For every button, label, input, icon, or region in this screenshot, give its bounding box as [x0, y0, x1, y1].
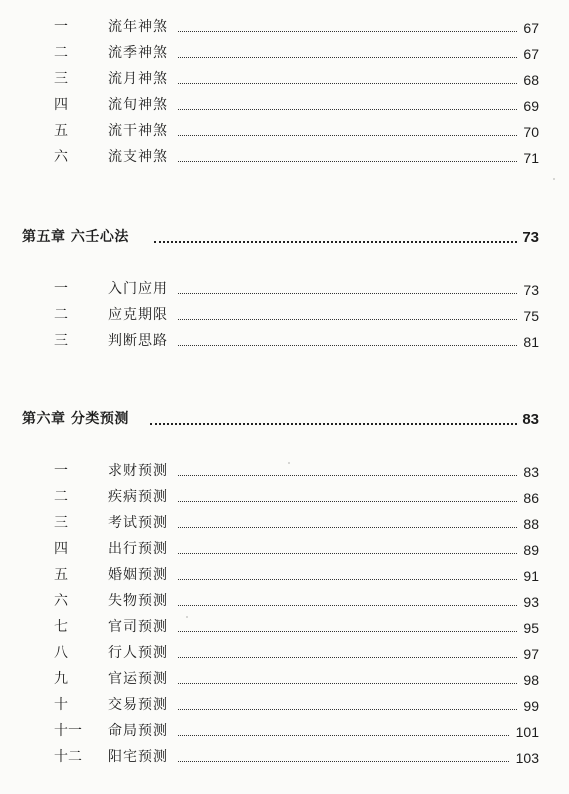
entry-page-number: 103	[515, 750, 539, 766]
entry-page-number: 91	[523, 568, 539, 584]
chapter-heading[interactable]	[0, 408, 569, 430]
dot-leader	[178, 657, 517, 658]
entry-number: 九	[54, 671, 68, 687]
entry-page-number: 69	[523, 98, 539, 114]
dot-leader	[178, 345, 517, 346]
toc-entry[interactable]	[0, 616, 569, 638]
dot-leader	[178, 709, 517, 710]
entry-title: 流年神煞	[108, 19, 168, 35]
entry-page-number: 71	[523, 150, 539, 166]
dot-leader	[178, 109, 517, 110]
entry-number: 五	[54, 567, 68, 583]
entry-number: 八	[54, 645, 68, 661]
toc-entry[interactable]	[0, 460, 569, 482]
entry-title: 婚姻预测	[108, 567, 168, 583]
entry-page-number: 97	[523, 646, 539, 662]
toc-entry[interactable]	[0, 42, 569, 64]
entry-number: 四	[54, 97, 68, 113]
toc-entry[interactable]	[0, 278, 569, 300]
entry-title: 求财预测	[108, 463, 168, 479]
entry-number: 六	[54, 149, 68, 165]
entry-page-number: 89	[523, 542, 539, 558]
entry-number: 二	[54, 307, 68, 323]
entry-title: 疾病预测	[108, 489, 168, 505]
toc-entry[interactable]	[0, 720, 569, 742]
dot-leader	[178, 579, 517, 580]
entry-page-number: 83	[523, 464, 539, 480]
toc-entry[interactable]	[0, 538, 569, 560]
dot-leader	[154, 241, 517, 243]
toc-entry[interactable]	[0, 590, 569, 612]
entry-number: 一	[54, 281, 68, 297]
entry-number: 五	[54, 123, 68, 139]
entry-number: 六	[54, 593, 68, 609]
dot-leader	[178, 31, 517, 32]
entry-title: 阳宅预测	[108, 749, 168, 765]
dot-leader	[178, 761, 509, 762]
entry-number: 一	[54, 463, 68, 479]
chapter-page-number: 83	[522, 411, 539, 428]
scan-speck	[288, 462, 290, 464]
entry-page-number: 67	[523, 46, 539, 62]
entry-page-number: 81	[523, 334, 539, 350]
dot-leader	[178, 475, 517, 476]
dot-leader	[178, 83, 517, 84]
dot-leader	[178, 319, 517, 320]
entry-number: 四	[54, 541, 68, 557]
entry-title: 行人预测	[108, 645, 168, 661]
toc-entry[interactable]	[0, 120, 569, 142]
entry-number: 二	[54, 489, 68, 505]
entry-title: 应克期限	[108, 307, 168, 323]
entry-number: 二	[54, 45, 68, 61]
entry-title: 官司预测	[108, 619, 168, 635]
dot-leader	[178, 553, 517, 554]
dot-leader	[178, 683, 517, 684]
entry-title: 官运预测	[108, 671, 168, 687]
entry-page-number: 99	[523, 698, 539, 714]
entry-title: 流月神煞	[108, 71, 168, 87]
chapter-title: 第五章 六壬心法	[22, 229, 129, 245]
chapter-heading[interactable]	[0, 226, 569, 248]
entry-number: 十二	[54, 749, 82, 765]
dot-leader	[178, 57, 517, 58]
toc-entry[interactable]	[0, 746, 569, 768]
entry-page-number: 86	[523, 490, 539, 506]
entry-page-number: 68	[523, 72, 539, 88]
scan-speck	[553, 178, 555, 180]
dot-leader	[178, 293, 517, 294]
toc-entry[interactable]	[0, 564, 569, 586]
toc-entry[interactable]	[0, 330, 569, 352]
entry-number: 三	[54, 333, 68, 349]
entry-title: 判断思路	[108, 333, 168, 349]
entry-number: 一	[54, 19, 68, 35]
toc-entry[interactable]	[0, 668, 569, 690]
toc-entry[interactable]	[0, 16, 569, 38]
entry-page-number: 95	[523, 620, 539, 636]
toc-entry[interactable]	[0, 304, 569, 326]
chapter-title: 第六章 分类预测	[22, 411, 129, 427]
entry-title: 流干神煞	[108, 123, 168, 139]
scan-speck	[186, 616, 188, 618]
dot-leader	[178, 735, 509, 736]
dot-leader	[178, 135, 517, 136]
dot-leader	[178, 631, 517, 632]
entry-page-number: 88	[523, 516, 539, 532]
entry-page-number: 101	[515, 724, 539, 740]
entry-number: 十	[54, 697, 68, 713]
toc-entry[interactable]	[0, 642, 569, 664]
toc-entry[interactable]	[0, 486, 569, 508]
toc-entry[interactable]	[0, 68, 569, 90]
entry-number: 十一	[54, 723, 82, 739]
entry-page-number: 67	[523, 20, 539, 36]
toc-entry[interactable]	[0, 94, 569, 116]
entry-title: 命局预测	[108, 723, 168, 739]
dot-leader	[150, 423, 517, 425]
dot-leader	[178, 527, 517, 528]
entry-title: 流旬神煞	[108, 97, 168, 113]
entry-title: 出行预测	[108, 541, 168, 557]
entry-number: 三	[54, 71, 68, 87]
entry-page-number: 98	[523, 672, 539, 688]
toc-entry[interactable]	[0, 694, 569, 716]
entry-title: 失物预测	[108, 593, 168, 609]
dot-leader	[178, 161, 517, 162]
toc-entry[interactable]	[0, 146, 569, 168]
dot-leader	[178, 605, 517, 606]
entry-page-number: 93	[523, 594, 539, 610]
entry-title: 考试预测	[108, 515, 168, 531]
toc-entry[interactable]	[0, 512, 569, 534]
entry-page-number: 73	[523, 282, 539, 298]
entry-title: 入门应用	[108, 281, 168, 297]
entry-number: 七	[54, 619, 68, 635]
entry-title: 流季神煞	[108, 45, 168, 61]
entry-title: 交易预测	[108, 697, 168, 713]
dot-leader	[178, 501, 517, 502]
entry-page-number: 70	[523, 124, 539, 140]
entry-page-number: 75	[523, 308, 539, 324]
entry-title: 流支神煞	[108, 149, 168, 165]
entry-number: 三	[54, 515, 68, 531]
chapter-page-number: 73	[522, 229, 539, 246]
